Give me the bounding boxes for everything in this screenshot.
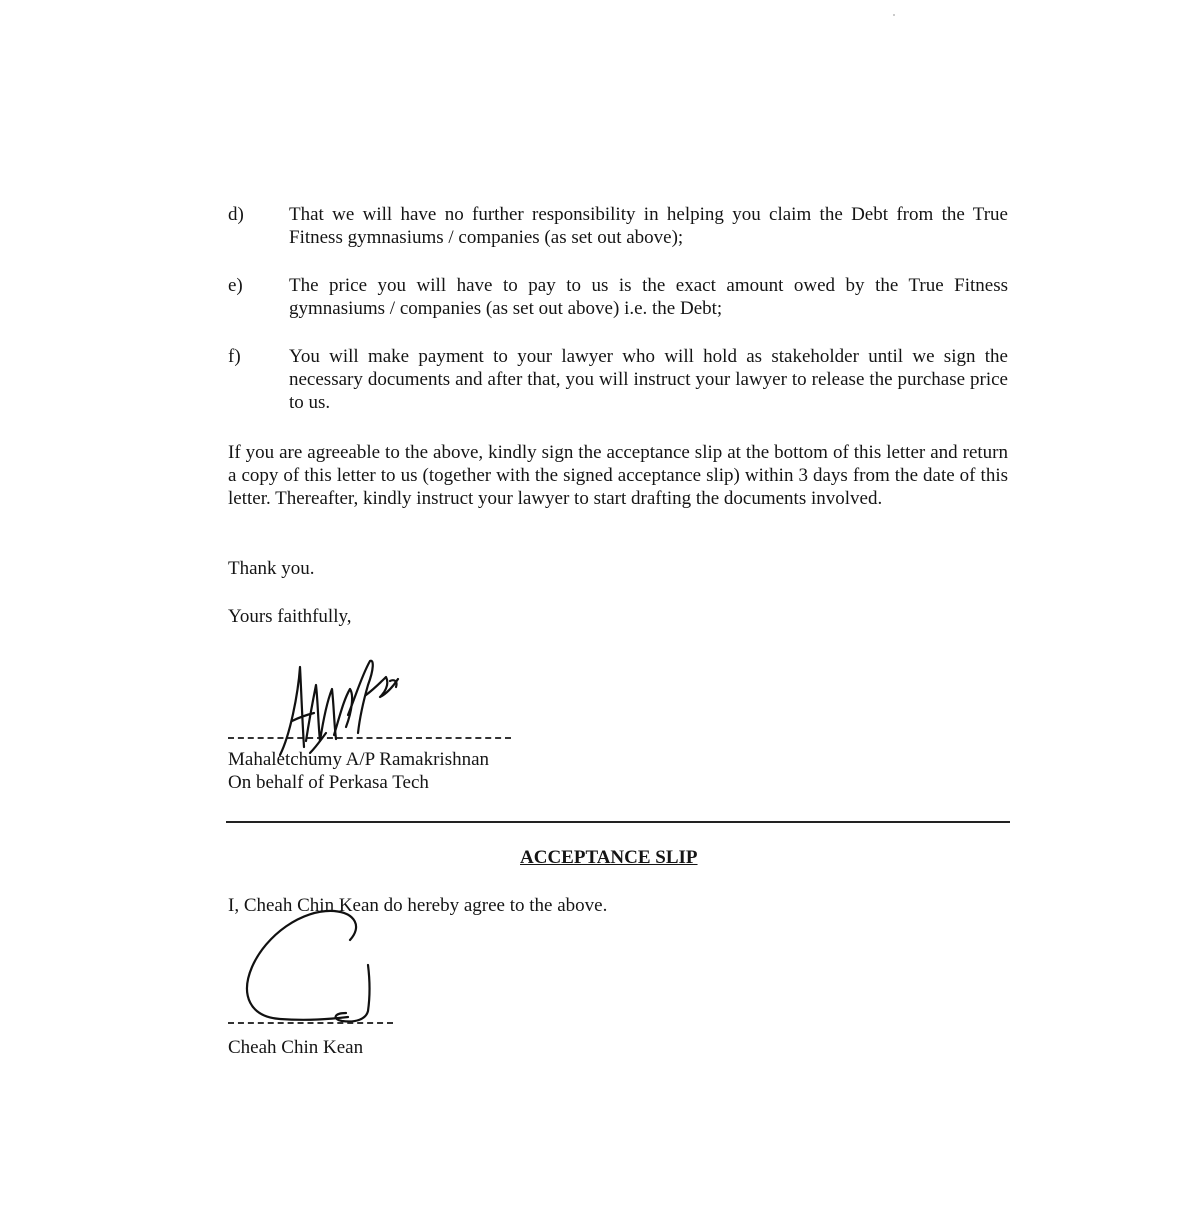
scan-speck bbox=[893, 14, 895, 16]
acceptance-statement: I, Cheah Chin Kean do hereby agree to the above. bbox=[228, 895, 608, 916]
thanks-text: Thank you. bbox=[228, 558, 315, 579]
item-letter: d) bbox=[228, 204, 244, 225]
sign-off-text: Yours faithfully, bbox=[228, 606, 352, 627]
acceptor-signature bbox=[238, 905, 388, 1030]
item-letter: f) bbox=[228, 346, 241, 367]
item-text: That we will have no further responsibility in helping you claim the Debt from the True Fitness gymnasiums / companies (as set out above); bbox=[289, 204, 1008, 248]
acceptor-name: Cheah Chin Kean bbox=[228, 1037, 364, 1058]
sender-on-behalf: On behalf of Perkasa Tech bbox=[228, 772, 429, 793]
sender-name: Mahaletchumy A/P Ramakrishnan bbox=[228, 749, 490, 770]
item-text: The price you will have to pay to us is the exact amount owed by the True Fitness gymnasiums / companies (as set out above) i.e. the Debt; bbox=[289, 275, 1008, 319]
closing-paragraph: If you are agreeable to the above, kindly sign the acceptance slip at the bottom of this letter and return a copy of this letter to us (together with the signed acceptance slip) within 3 days from the date of this letter. Thereafter, kindly instruct your lawyer to start drafting the documents involved. bbox=[228, 442, 1008, 509]
acceptance-slip-title: ACCEPTANCE SLIP bbox=[520, 847, 698, 868]
item-letter: e) bbox=[228, 275, 243, 296]
section-divider bbox=[226, 821, 1010, 823]
item-text: You will make payment to your lawyer who will hold as stakeholder until we sign the necessary documents and after that, you will instruct your lawyer to release the purchase price to us. bbox=[289, 346, 1008, 413]
